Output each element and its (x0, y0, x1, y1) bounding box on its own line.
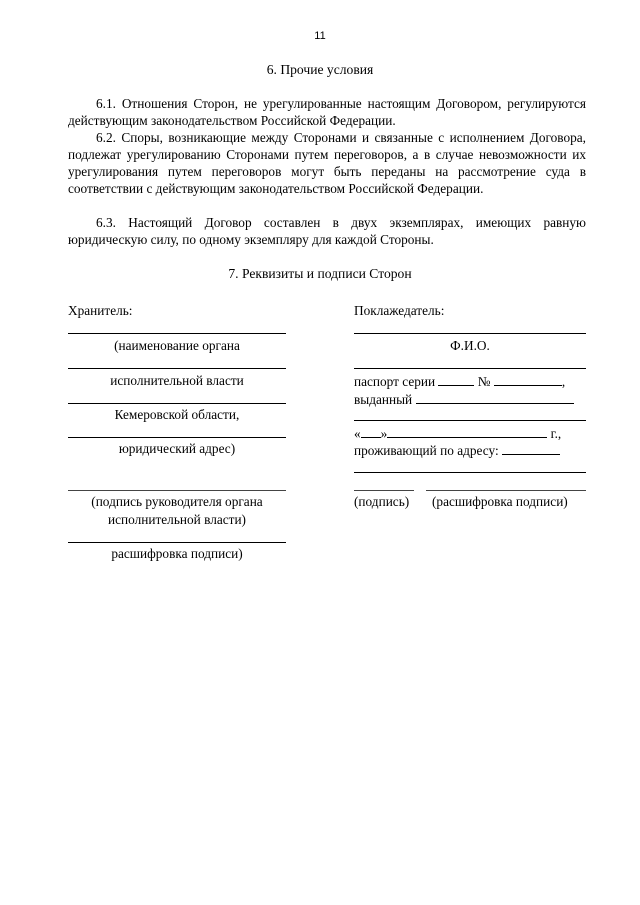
residing-row (354, 442, 560, 459)
custodian-name-line (68, 333, 286, 334)
depositor-name-line (354, 333, 586, 334)
custodian-signature-line (68, 490, 286, 491)
custodian-signature-caption-1: (подпись руководителя органа (91, 494, 263, 509)
address-line (354, 472, 586, 473)
custodian-title: Хранитель: (68, 303, 133, 318)
custodian-signature-caption-2: исполнительной власти) (108, 512, 246, 527)
page-number: 11 (314, 30, 326, 42)
custodian-decode-caption: расшифровка подписи) (111, 546, 243, 561)
custodian-caption-4: юридический адрес) (118, 441, 236, 456)
issued-label: выданный (354, 392, 413, 407)
custodian-caption-2: исполнительной власти (110, 373, 244, 388)
year-suffix: г., (550, 426, 562, 441)
date-close-quote: » (380, 426, 388, 441)
issued-row (354, 391, 574, 408)
custodian-line-2 (68, 368, 286, 369)
passport-number-blank (494, 373, 562, 386)
clause-6-3: 6.3. Настоящий Договор составлен в двух экземплярах, имеющих равную юридическую силу, по одному экземпляру для каждой Стороны. (68, 215, 586, 247)
depositor-decode-line (426, 490, 586, 491)
custodian-caption-3: Кемеровской области, (114, 407, 240, 422)
passport-series-blank (438, 373, 474, 386)
section-6-heading: 6. Прочие условия (266, 62, 374, 77)
clause-6-1: 6.1. Отношения Сторон, не урегулированные настоящим Договором, регулируются действующим законодательством Российской Федерации. (68, 96, 586, 128)
clause-6-2: 6.2. Споры, возникающие между Сторонами и связанные с исполнением Договора, подлежат урегулированию Сторонами путем переговоров, а в случае невозможности их урегулирования путем переговоров могут быть переданы на рассмотрение суда в соответствии с действующим законодательством Российской Федерации. (68, 130, 586, 196)
date-row (354, 425, 561, 442)
passport-comma: , (561, 374, 566, 389)
depositor-title: Поклажедатель: (354, 303, 445, 318)
custodian-line-4 (68, 437, 286, 438)
depositor-line-2 (354, 368, 586, 369)
depositor-fio-caption: Ф.И.О. (450, 338, 490, 353)
residing-blank (502, 442, 560, 455)
depositor-signature-line (354, 490, 414, 491)
passport-series-label: паспорт серии (354, 374, 436, 389)
depositor-line-issued-2 (354, 420, 586, 421)
custodian-decode-line (68, 542, 286, 543)
passport-number-sign: № (477, 374, 491, 389)
day-blank (361, 425, 381, 438)
custodian-caption-1: (наименование органа (114, 338, 240, 353)
date-open-quote: « (354, 426, 361, 441)
issued-blank (416, 391, 574, 404)
section-7-heading: 7. Реквизиты и подписи Сторон (228, 266, 412, 281)
depositor-signature-caption: (подпись) (354, 494, 410, 509)
residing-label: проживающий по адресу: (354, 443, 499, 458)
passport-row (354, 373, 565, 390)
depositor-decode-caption: (расшифровка подписи) (432, 494, 568, 509)
custodian-line-3 (68, 403, 286, 404)
month-year-blank (387, 425, 547, 438)
